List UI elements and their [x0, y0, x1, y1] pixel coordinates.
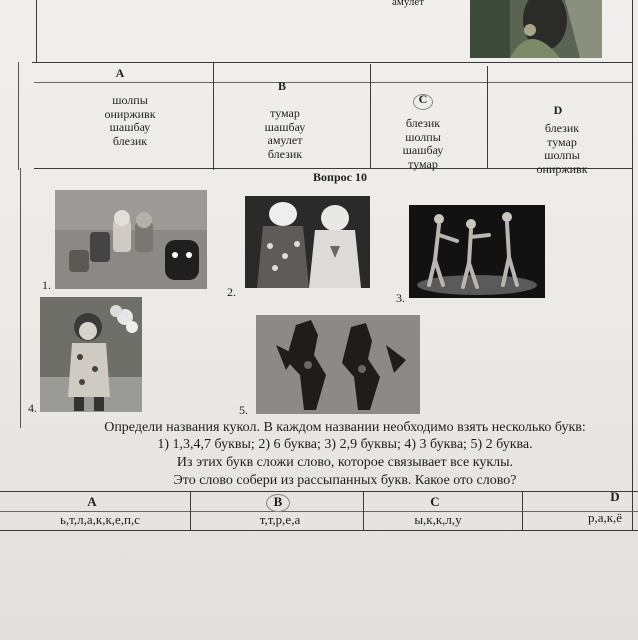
option-a-item: шашбау: [109, 120, 151, 134]
option-b-item: тумар: [270, 106, 300, 120]
table-rule: [487, 66, 488, 168]
image-number: 3.: [396, 291, 405, 305]
instruction-line: 1) 1,3,4,7 буквы; 2) 6 буква; 3) 2,9 буквы; 4) 3 буква; 5) 2 буква.: [157, 437, 533, 452]
option-c-list: [363, 117, 483, 171]
table-rule: [363, 491, 364, 531]
answer-c-value: ы,к,к,л,у: [414, 512, 462, 527]
option-a-list: [70, 94, 190, 148]
option-b-item: блезик: [267, 146, 303, 161]
table-rule: [32, 62, 632, 63]
top-photo: [470, 0, 602, 58]
frame-line: [632, 0, 633, 530]
answer-c-header: C: [430, 494, 440, 509]
table-rule: [0, 491, 638, 492]
option-d-item: шолпы: [544, 148, 580, 162]
option-d-item: онирживк: [536, 161, 588, 176]
instruction-line: Определи названия кукол. В каждом названии необходимо взять несколько букв:: [104, 420, 586, 435]
option-d-list: [502, 122, 622, 176]
photo-clown: [40, 297, 142, 412]
top-word-fragment: амулет: [392, 0, 425, 8]
table-rule: [213, 62, 214, 170]
table-rule: [34, 82, 632, 83]
image-number: 4.: [28, 401, 37, 415]
option-a-item: блезик: [112, 133, 148, 148]
option-d-item: тумар: [547, 134, 577, 149]
option-b-item: амулет: [267, 133, 303, 147]
image-number: 2.: [227, 285, 236, 299]
instruction-line: Это слово собери из рассыпанных букв. Какое ото слово?: [173, 473, 517, 488]
table-rule: [18, 62, 19, 170]
table-rule: [0, 530, 638, 531]
option-b-list: [225, 107, 345, 161]
option-c-item: шашбау: [402, 143, 444, 157]
option-c-header: C: [418, 92, 428, 106]
table-rule: [522, 491, 523, 531]
answer-b-header: B: [273, 494, 283, 509]
option-a-item: онирживк: [104, 106, 156, 121]
option-b-item: шашбау: [264, 119, 306, 134]
photo-glove-puppets: [245, 196, 370, 288]
option-d-item: блезик: [544, 121, 580, 135]
photo-wooden-figures: [409, 205, 545, 298]
frame-line: [36, 0, 37, 62]
answer-a-header: A: [87, 494, 97, 509]
answer-b-value: т,т,р,е,а: [259, 512, 301, 527]
image-number: 1.: [42, 278, 51, 292]
question-10-title: Вопрос 10: [313, 170, 367, 184]
photo-finger-puppets: [55, 190, 207, 289]
pencil-circle-mark: [266, 494, 290, 512]
table-rule: [190, 491, 191, 531]
pencil-circle-mark: [413, 94, 433, 110]
answer-d-header: D: [610, 489, 620, 504]
option-d-header: D: [553, 103, 563, 117]
option-c-item: шолпы: [405, 129, 441, 144]
photo-shadow-puppets: [256, 315, 420, 414]
answer-a-value: ь,т,л,а,к,к,е,п,с: [59, 512, 141, 527]
frame-line: [20, 168, 21, 428]
option-c-item: блезик: [405, 116, 441, 130]
instruction-line: Из этих букв сложи слово, которое связывает все куклы.: [176, 455, 514, 470]
option-b-header: B: [277, 79, 286, 93]
option-a-item: шолпы: [112, 93, 148, 107]
image-number: 5.: [239, 403, 248, 417]
option-a-header: A: [115, 66, 125, 80]
option-c-item: тумар: [408, 156, 438, 171]
answer-d-value: р,а,к,ё: [587, 510, 623, 525]
